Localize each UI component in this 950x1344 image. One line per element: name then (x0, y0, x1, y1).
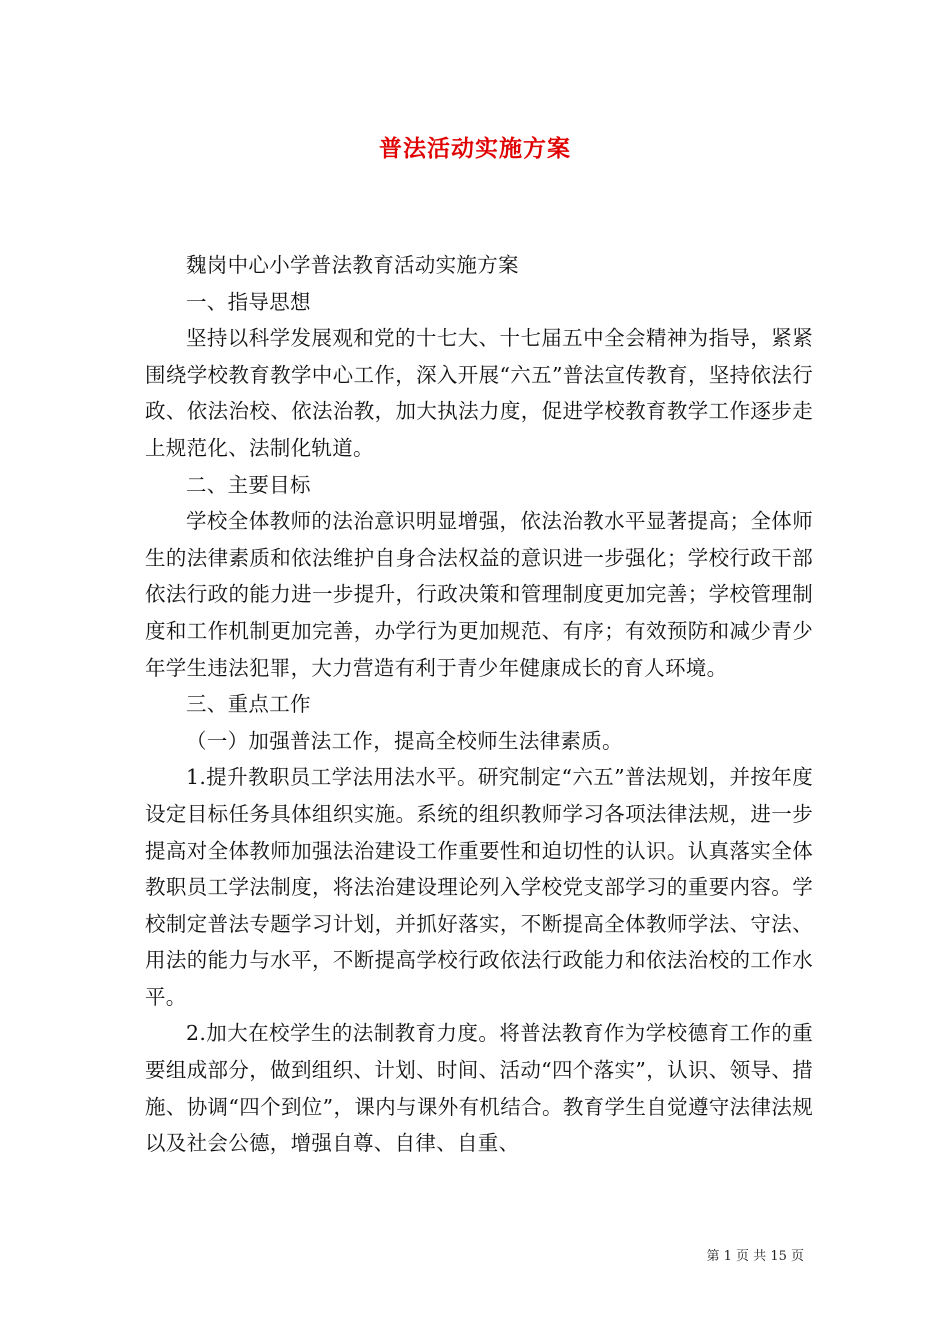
paragraph-main-goals: 学校全体教师的法治意识明显增强，依法治教水平显著提高；全体师生的法律素质和依法维护自身合法权益的意识进一步强化；学校行政干部依法行政的能力进一步提升，行政决策和管理制度更加完善；学校管理制度和工作机制更加完善，办学行为更加规范、有序；有效预防和减少青少年学生违法犯罪，大力营造有利于青少年健康成长的育人环境。 (145, 509, 813, 680)
section-heading-main-goals: 二、主要目标 (186, 472, 311, 497)
paragraph-student-law-education: 2.加大在校学生的法制教育力度。将普法教育作为学校德育工作的重要组成部分，做到组织、计划、时间、活动“四个落实”，认识、领导、措施、协调“四个到位”，课内与课外有机结合。教育学生自觉遵守法律法规以及社会公德，增强自尊、自律、自重、 (145, 1021, 813, 1156)
document-body (145, 247, 813, 1162)
section-heading-guiding-ideology: 一、指导思想 (186, 289, 311, 314)
subsection-heading-strengthen-law-education: （一）加强普法工作，提高全校师生法律素质。 (186, 728, 623, 753)
page-number-footer: 第 1 页 共 15 页 (706, 1249, 804, 1264)
paragraph-guiding-ideology: 坚持以科学发展观和党的十七大、十七届五中全会精神为指导，紧紧围绕学校教育教学中心工作，深入开展“六五”普法宣传教育，坚持依法行政、依法治校、依法治教，加大执法力度，促进学校教育教学工作逐步走上规范化、法制化轨道。 (145, 326, 813, 460)
document-title: 普法活动实施方案 (379, 135, 571, 162)
paragraph-staff-law-learning: 1.提升教职员工学法用法水平。研究制定“六五”普法规划，并按年度设定目标任务具体组织实施。系统的组织教师学习各项法律法规，进一步提高对全体教师加强法治建设工作重要性和迫切性的认识。认真落实全体教职员工学法制度，将法治建设理论列入学校党支部学习的重要内容。学校制定普法专题学习计划，并抓好落实，不断提高全体教师学法、守法、用法的能力与水平，不断提高学校行政依法行政能力和依法治校的工作水平。 (145, 765, 813, 1009)
paragraph-school-plan-title: 魏岗中心小学普法教育活动实施方案 (186, 253, 519, 277)
section-heading-key-work: 三、重点工作 (186, 692, 311, 717)
